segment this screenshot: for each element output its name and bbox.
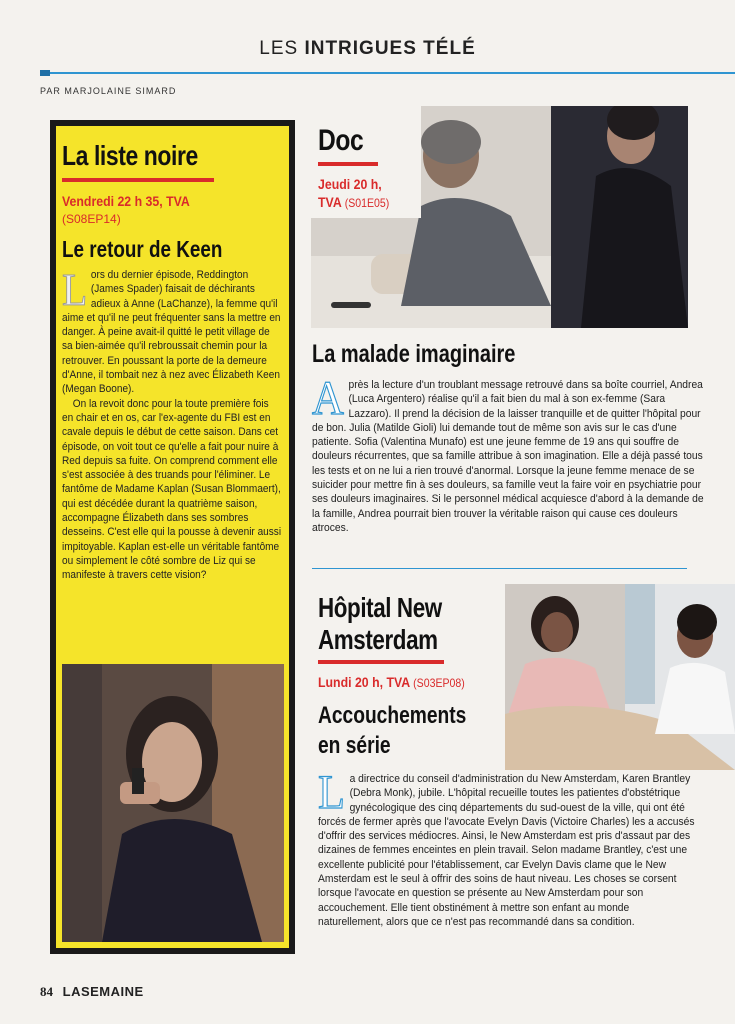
- page-number: 84: [40, 984, 53, 999]
- magazine-name-la: LA: [62, 984, 81, 999]
- new-amsterdam-title-line-2: Amsterdam: [318, 624, 438, 655]
- header-rule: [40, 72, 735, 74]
- new-amsterdam-dropcap: L: [318, 766, 345, 819]
- doc-episode: (S01E05): [344, 196, 390, 210]
- doc-channel: TVA: [318, 194, 342, 210]
- new-amsterdam-title-underline: [318, 660, 444, 664]
- doc-title-underline: [318, 162, 378, 166]
- section-title-bold: INTRIGUES TÉLÉ: [304, 38, 476, 59]
- doc-title: Doc: [318, 124, 364, 157]
- doc-schedule-day: Jeudi 20 h,: [318, 176, 382, 192]
- doc-schedule-channel: [318, 194, 389, 210]
- liste-noire-para-1: ors du dernier épisode, Reddington (James Spader) faisait de déchirants adieux à Anne (LaChanze), la femme qu'il aime et qu'il ne peut fréquenter sans la mettre en danger. À peine avait-il quitté le petit village de sa bien-aimée qu'il rebroussait chemin pour la retrouver. En poussant la porte de la demeure d'Anne, il tombait nez à nez avec Élizabeth Keen (Megan Boone).: [62, 269, 281, 396]
- new-amsterdam-episode: (S03EP08): [413, 676, 465, 690]
- new-amsterdam-article: [318, 766, 695, 929]
- section-title-light: LES: [259, 38, 299, 59]
- liste-noire-headline: Le retour de Keen: [62, 236, 223, 262]
- doc-article: [312, 372, 708, 535]
- section-title: [0, 38, 735, 60]
- new-amsterdam-article-text: a directrice du conseil d'administration du New Amsterdam, Karen Brantley (Debra Monk), jubile. L'hôpital recueille toutes les patientes d'obstétrique gynécologique des cinq départements du sud-ouest de la ville, qui ont été forcés de fermer après que l'avocate Evelyn Davis (Victoire Charles) les a accusés d'offrir des services médiocres. Ainsi, le New Amsterdam est pris d'assaut par des dizaines de femmes enceintes en plein travail. Selon madame Brantley, c'est une excellente publicité pour l'établissement, car Evelyn Davis clame que le New Amsterdam est le seul à offrir des soins de haut niveau. Les choses se corsent lorsque l'avocate en question se présente au New Amsterdam pour son accouchement. Elle tient obstinément à mettre son enfant au monde naturellement, alors que ce n'est pas recommandé dans sa condition.: [318, 773, 695, 928]
- doc-dropcap: A: [312, 372, 344, 425]
- new-amsterdam-photo: [505, 584, 735, 770]
- doc-headline: La malade imaginaire: [312, 340, 516, 368]
- liste-noire-episode: (S08EP14): [62, 212, 121, 226]
- liste-noire-article: [62, 264, 282, 583]
- liste-noire-title: La liste noire: [62, 140, 198, 171]
- new-amsterdam-headline-line-2: en série: [318, 732, 391, 759]
- page-footer: [40, 984, 144, 1000]
- liste-noire-dropcap: L: [62, 264, 88, 315]
- new-amsterdam-title-line-1: Hôpital New: [318, 592, 442, 623]
- byline: PAR MARJOLAINE SIMARD: [40, 86, 177, 96]
- new-amsterdam-headline-line-1: Accouchements: [318, 702, 467, 729]
- magazine-name: [63, 984, 144, 999]
- section-divider: [312, 568, 687, 569]
- liste-noire-schedule: Vendredi 22 h 35, TVA: [62, 193, 190, 209]
- magazine-name-main: SEMAINE: [80, 984, 144, 999]
- doc-article-text: près la lecture d'un troublant message retrouvé dans sa boîte courriel, Andrea (Luca Argentero) réalise qu'il a fait bien du mal à son ex-femme (Sara Lazzaro). Il prend la décision de la laisser tranquille et de quitter l'hôpital pour de bon. Julia (Matilde Gioli) lui demande tout de même son avis sur le cas d'une patiente. Sofia (Valentina Munafo) est une jeune femme de 19 ans qui souffre de douleurs récurrentes, que sa famille attribue à son imagination. Elle a déjà passé tous les tests et on ne lui a rien trouvé d'anormal. Lorsque la jeune femme menace de se suicider pour mettre fin à ses douleurs, sa famille veut la faire voir en psychiatrie pour ses douleurs imaginaires. Si le personnel médical acquiesce d'abord à la demande de la famille, Andrea pourrait bien trouver la véritable raison qui cause ces douleurs atroces.: [312, 379, 704, 534]
- new-amsterdam-schedule: [318, 674, 465, 690]
- liste-noire-photo: [62, 664, 284, 942]
- liste-noire-title-underline: [62, 178, 214, 182]
- liste-noire-para-2: On la revoit donc pour la toute première fois en chair et en os, car l'ex-agente du FBI est en cavale depuis le début de cette saison. Dans cet épisode, on voit tout ce qu'elle a fait pour nuire à Red depuis sa fuite. On comprend comment elle s'est associée à des truands pour l'éliminer. Le fantôme de Madame Kaplan (Susan Blommaert), qui est décédée durant la quatrième saison, accompagne Élizabeth dans ses sombres desseins. C'est elle qui la pousse à devenir aussi impitoyable. Kaplan est-elle un véritable fantôme ou simplement le côté sombre de Liz qui se manifeste à travers cette vision?: [62, 397, 282, 582]
- new-amsterdam-when: Lundi 20 h, TVA: [318, 674, 410, 690]
